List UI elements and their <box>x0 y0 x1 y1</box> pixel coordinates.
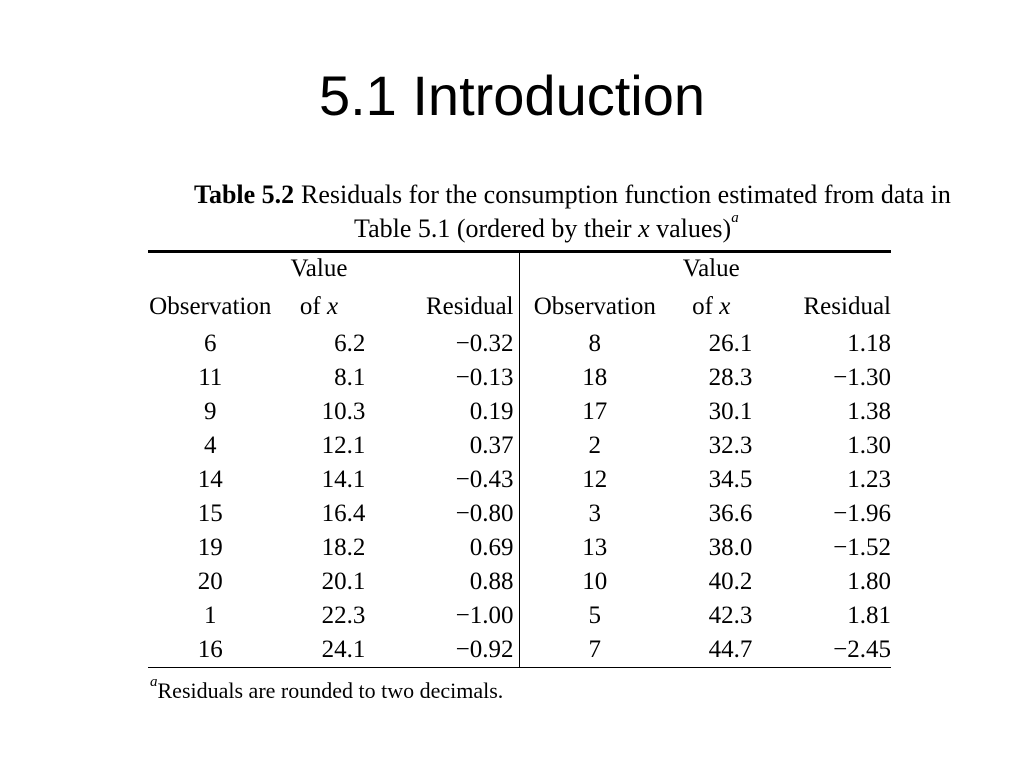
observation-cell: 8 <box>588 330 602 357</box>
caption-line-2-text: Table 5.1 (ordered by their <box>354 214 639 243</box>
observation-header: Observation <box>533 293 656 320</box>
observation-cell: 4 <box>204 432 217 459</box>
table-row <box>148 463 520 497</box>
residual-cell: 0.69 <box>469 534 514 561</box>
value-header-top: Value <box>682 255 740 282</box>
residual-cell: −0.92 <box>455 636 514 663</box>
observation-cell: 20 <box>197 568 223 595</box>
value-header-top: Value <box>290 255 348 282</box>
table-row <box>520 565 892 599</box>
residual-cell: −1.30 <box>833 364 891 391</box>
left-rows <box>148 327 520 667</box>
residual-cell: −0.43 <box>455 466 514 493</box>
footnote-text: Residuals are rounded to two decimals. <box>157 678 504 703</box>
value-cell: 30.1 <box>708 398 753 425</box>
observation-cell: 15 <box>197 500 223 527</box>
residual-cell: 1.30 <box>847 432 891 459</box>
value-header-bottom <box>670 283 752 327</box>
table-row <box>148 497 520 531</box>
observation-cell: 6 <box>204 330 217 357</box>
value-cell: 26.1 <box>708 330 753 357</box>
residual-cell: −0.32 <box>455 330 514 357</box>
observation-cell: 9 <box>204 398 217 425</box>
observation-cell: 5 <box>588 602 602 629</box>
value-cell: 40.2 <box>708 568 753 595</box>
observation-cell: 7 <box>588 636 602 663</box>
value-cell: 20.1 <box>321 568 366 595</box>
residuals-table-figure <box>148 180 951 704</box>
value-cell: 12.1 <box>321 432 366 459</box>
value-cell: 10.3 <box>321 398 366 425</box>
table-caption <box>148 180 951 250</box>
table-row <box>148 327 520 361</box>
left-table <box>148 253 520 667</box>
value-header-of: of <box>299 293 327 320</box>
residual-cell: −1.96 <box>833 500 891 527</box>
caption-footnote-mark: a <box>731 210 739 226</box>
value-cell: 6.2 <box>334 330 366 357</box>
observation-header: Observation <box>149 293 272 320</box>
table-row <box>520 463 892 497</box>
table-row <box>148 429 520 463</box>
value-header-var: x <box>326 293 339 320</box>
residual-cell: 1.80 <box>847 568 891 595</box>
caption-variable: x <box>638 214 650 243</box>
value-cell: 28.3 <box>708 364 753 391</box>
residual-cell: 1.38 <box>847 398 891 425</box>
footnote-mark: a <box>150 674 158 690</box>
residual-header: Residual <box>803 293 891 320</box>
value-header-var: x <box>719 293 731 320</box>
table-row <box>520 599 892 633</box>
value-header-of: of <box>692 293 720 320</box>
table-row <box>520 327 892 361</box>
right-pane <box>520 253 892 667</box>
table-row <box>520 531 892 565</box>
table-footnote <box>150 674 891 704</box>
value-cell: 24.1 <box>321 636 366 663</box>
value-cell: 42.3 <box>708 602 753 629</box>
value-cell: 16.4 <box>321 500 366 527</box>
bottom-rule <box>148 667 891 668</box>
table-row <box>148 531 520 565</box>
residual-header: Residual <box>426 293 514 320</box>
value-cell: 38.0 <box>708 534 753 561</box>
residual-cell: 1.23 <box>847 466 891 493</box>
residual-cell: 0.88 <box>469 568 514 595</box>
residual-cell: −1.00 <box>455 602 514 629</box>
observation-cell: 12 <box>582 466 608 493</box>
table-row <box>520 429 892 463</box>
column-divider <box>519 253 520 667</box>
table-body <box>148 253 891 667</box>
table-label: Table 5.2 <box>194 180 295 209</box>
value-cell: 34.5 <box>708 466 753 493</box>
observation-cell: 3 <box>588 500 602 527</box>
observation-cell: 2 <box>588 432 602 459</box>
residual-cell: 0.37 <box>469 432 514 459</box>
value-cell: 18.2 <box>321 534 366 561</box>
value-cell: 14.1 <box>321 466 366 493</box>
slide-title: 5.1 Introduction <box>318 64 706 127</box>
residual-cell: −2.45 <box>833 636 891 663</box>
value-cell: 32.3 <box>708 432 753 459</box>
table-row <box>148 361 520 395</box>
observation-cell: 11 <box>198 364 223 391</box>
observation-cell: 1 <box>204 602 217 629</box>
table-row <box>148 599 520 633</box>
observation-cell: 10 <box>582 568 608 595</box>
observation-cell: 16 <box>197 636 223 663</box>
table-row <box>520 633 892 667</box>
observation-cell: 13 <box>582 534 608 561</box>
table-row <box>520 395 892 429</box>
residual-cell: −0.13 <box>455 364 514 391</box>
observation-cell: 14 <box>197 466 223 493</box>
observation-cell: 17 <box>582 398 608 425</box>
value-header-bottom <box>273 283 366 327</box>
observation-cell: 19 <box>197 534 223 561</box>
table-row <box>148 633 520 667</box>
value-cell: 22.3 <box>321 602 366 629</box>
residual-cell: 1.18 <box>847 330 891 357</box>
value-cell: 36.6 <box>708 500 753 527</box>
table-row <box>520 497 892 531</box>
table-row <box>520 361 892 395</box>
caption-line-1: Residuals for the consumption function estimated from data in <box>301 180 951 209</box>
residual-cell: −1.52 <box>833 534 891 561</box>
left-pane <box>148 253 520 667</box>
residual-cell: 1.81 <box>847 602 891 629</box>
value-cell: 44.7 <box>708 636 753 663</box>
residual-cell: −0.80 <box>455 500 514 527</box>
right-table <box>520 253 892 667</box>
observation-cell: 18 <box>582 364 608 391</box>
table-row <box>148 565 520 599</box>
right-rows <box>520 327 892 667</box>
table-row <box>148 395 520 429</box>
value-cell: 8.1 <box>334 364 366 391</box>
residual-cell: 0.19 <box>469 398 514 425</box>
caption-line-2-end: values) <box>649 214 732 243</box>
caption-line-2 <box>354 210 739 244</box>
